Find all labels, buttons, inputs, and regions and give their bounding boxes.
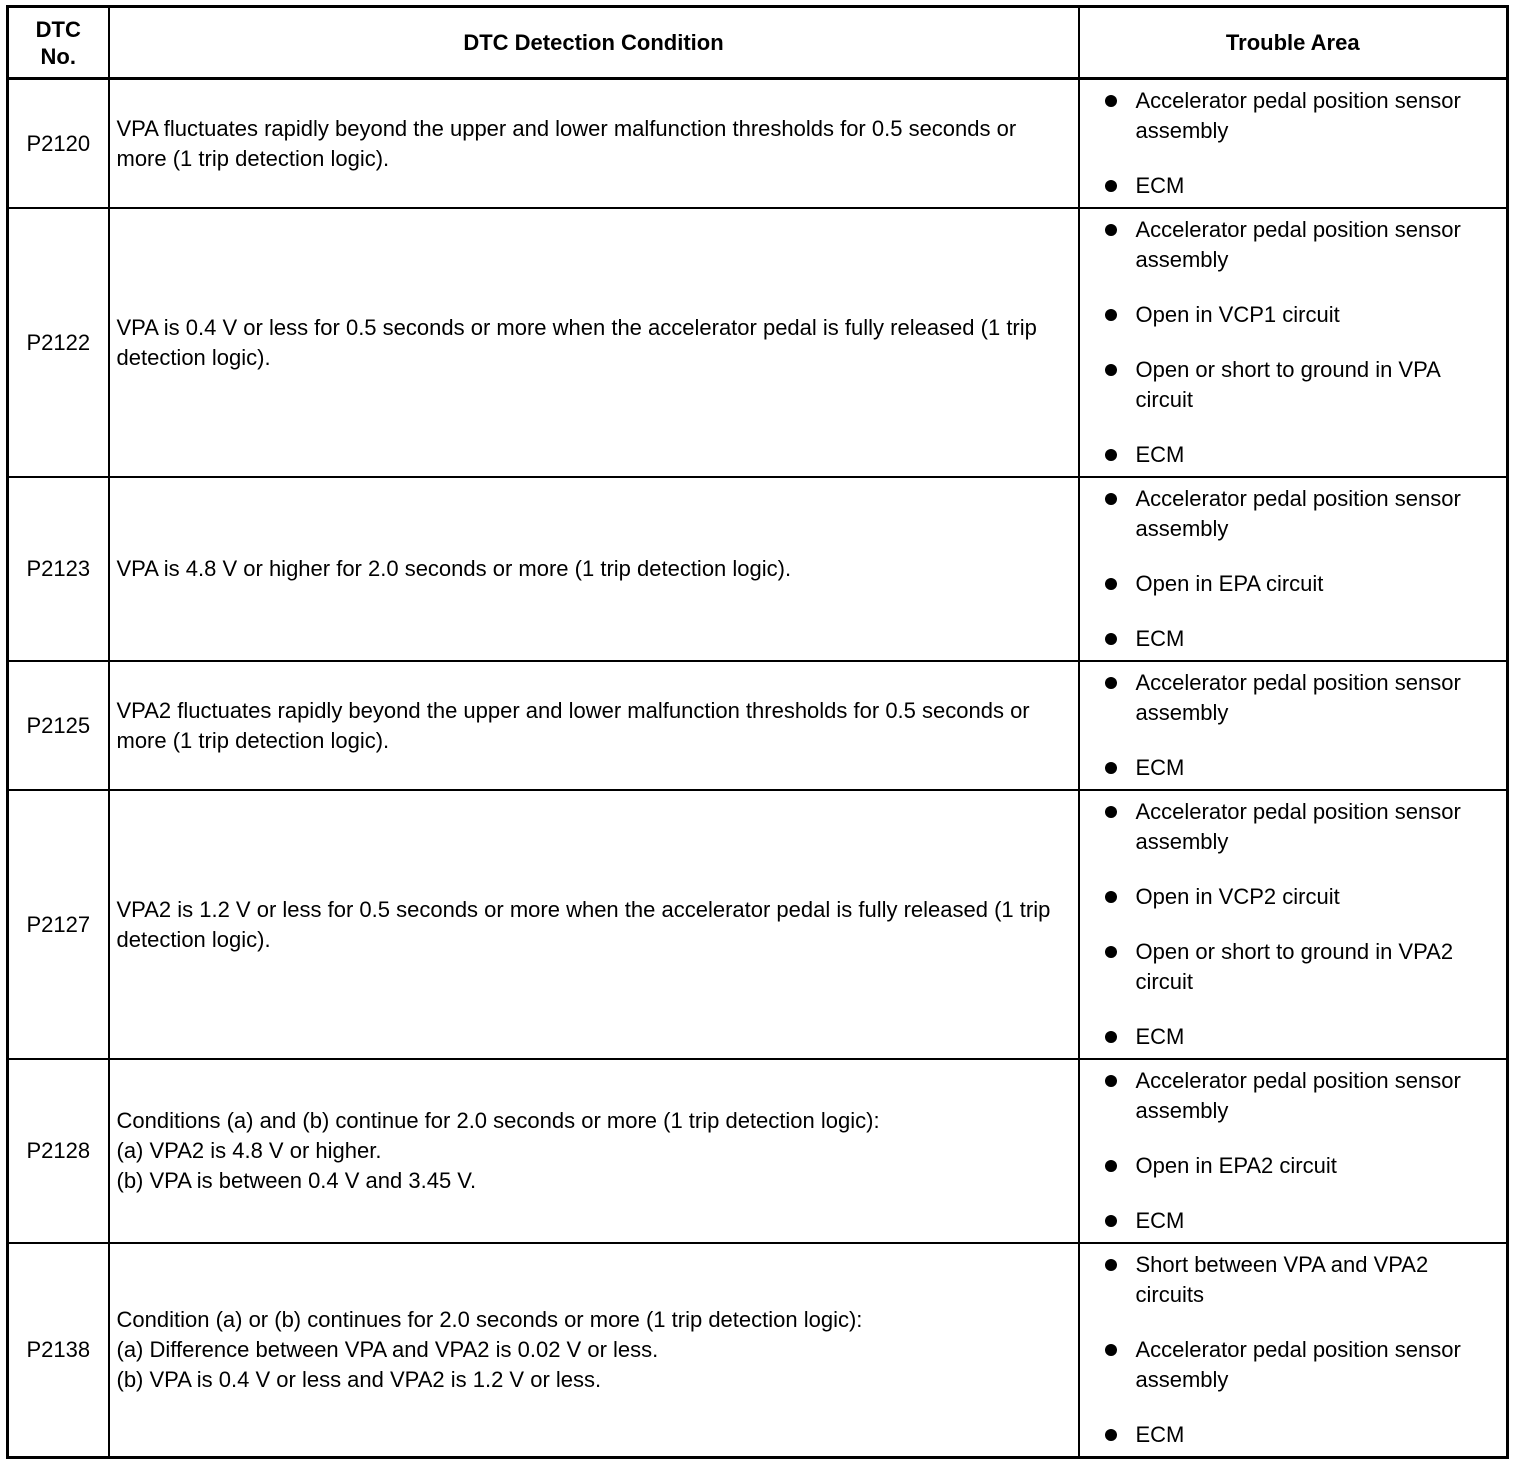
- list-item: [1080, 937, 1503, 997]
- trouble-area-list: [1080, 1066, 1503, 1236]
- bullet-icon: [1105, 309, 1117, 321]
- table-row: [8, 661, 1508, 790]
- condition-line: VPA2 is 1.2 V or less for 0.5 seconds or more when the accelerator pedal is fully released (1 trip detection logic).: [116, 896, 1051, 952]
- bullet-icon: [1105, 946, 1117, 958]
- list-item: [1080, 1206, 1503, 1236]
- table-row: [8, 477, 1508, 661]
- trouble-area: [1079, 79, 1508, 209]
- bullet-icon: [1105, 578, 1117, 590]
- trouble-area-item: Accelerator pedal position sensor assembly: [1135, 670, 1461, 725]
- trouble-area: [1079, 1243, 1508, 1458]
- bullet-icon: [1105, 1031, 1117, 1043]
- condition-line: (b) VPA is 0.4 V or less and VPA2 is 1.2 V or less.: [116, 1367, 602, 1392]
- trouble-area-item: ECM: [1135, 1422, 1185, 1447]
- trouble-area-item: Open or short to ground in VPA circuit: [1135, 357, 1440, 412]
- list-item: [1080, 1022, 1503, 1052]
- list-item: [1080, 882, 1503, 912]
- dtc-code: P2138: [8, 1243, 109, 1458]
- trouble-area-list: [1080, 797, 1503, 1052]
- trouble-area-item: Short between VPA and VPA2 circuits: [1135, 1252, 1429, 1307]
- detection-condition: [109, 790, 1079, 1059]
- condition-line: (a) Difference between VPA and VPA2 is 0.02 V or less.: [116, 1337, 659, 1362]
- trouble-area-item: ECM: [1135, 442, 1185, 467]
- header-dtc-no: DTC No.: [8, 7, 109, 79]
- detection-condition: [109, 1243, 1079, 1458]
- list-item: [1080, 484, 1503, 544]
- bullet-icon: [1105, 95, 1117, 107]
- trouble-area-item: ECM: [1135, 1208, 1185, 1233]
- header-row: [8, 7, 1508, 79]
- detection-condition: [109, 477, 1079, 661]
- bullet-icon: [1105, 677, 1117, 689]
- list-item: [1080, 86, 1503, 146]
- dtc-code: P2122: [8, 208, 109, 477]
- bullet-icon: [1105, 449, 1117, 461]
- list-item: [1080, 1420, 1503, 1450]
- trouble-area-item: Open or short to ground in VPA2 circuit: [1135, 939, 1454, 994]
- trouble-area-list: [1080, 215, 1503, 470]
- trouble-area-list: [1080, 86, 1503, 201]
- table-row: [8, 79, 1508, 209]
- detection-condition: [109, 661, 1079, 790]
- bullet-icon: [1105, 891, 1117, 903]
- trouble-area-item: Accelerator pedal position sensor assembly: [1135, 799, 1461, 854]
- list-item: [1080, 1250, 1503, 1310]
- list-item: [1080, 797, 1503, 857]
- trouble-area: [1079, 208, 1508, 477]
- trouble-area-item: ECM: [1135, 173, 1185, 198]
- list-item: [1080, 215, 1503, 275]
- trouble-area-item: Open in VCP1 circuit: [1135, 302, 1340, 327]
- list-item: [1080, 569, 1503, 599]
- trouble-area-item: Accelerator pedal position sensor assembly: [1135, 1337, 1461, 1392]
- trouble-area: [1079, 661, 1508, 790]
- bullet-icon: [1105, 1215, 1117, 1227]
- bullet-icon: [1105, 1429, 1117, 1441]
- list-item: [1080, 300, 1503, 330]
- table-body: [8, 79, 1508, 1458]
- list-item: [1080, 1335, 1503, 1395]
- list-item: [1080, 1066, 1503, 1126]
- trouble-area-item: Accelerator pedal position sensor assembly: [1135, 88, 1461, 143]
- bullet-icon: [1105, 1160, 1117, 1172]
- bullet-icon: [1105, 1075, 1117, 1087]
- detection-condition: [109, 1059, 1079, 1243]
- dtc-code: P2120: [8, 79, 109, 209]
- trouble-area-item: Accelerator pedal position sensor assembly: [1135, 217, 1461, 272]
- list-item: [1080, 1151, 1503, 1181]
- detection-condition: [109, 79, 1079, 209]
- condition-line: Condition (a) or (b) continues for 2.0 seconds or more (1 trip detection logic):: [116, 1307, 863, 1332]
- trouble-area: [1079, 477, 1508, 661]
- dtc-code: P2123: [8, 477, 109, 661]
- bullet-icon: [1105, 762, 1117, 774]
- condition-line: Conditions (a) and (b) continue for 2.0 seconds or more (1 trip detection logic):: [116, 1108, 880, 1133]
- table-row: [8, 790, 1508, 1059]
- trouble-area-item: Open in VCP2 circuit: [1135, 884, 1340, 909]
- trouble-area: [1079, 790, 1508, 1059]
- condition-line: (b) VPA is between 0.4 V and 3.45 V.: [116, 1168, 477, 1193]
- table-row: [8, 208, 1508, 477]
- trouble-area-item: Open in EPA circuit: [1135, 571, 1324, 596]
- condition-line: VPA2 fluctuates rapidly beyond the upper and lower malfunction thresholds for 0.5 seconds or more (1 trip detection logic).: [116, 697, 1030, 753]
- header-detection-condition: DTC Detection Condition: [109, 7, 1079, 79]
- dtc-code: P2127: [8, 790, 109, 1059]
- list-item: [1080, 171, 1503, 201]
- bullet-icon: [1105, 180, 1117, 192]
- bullet-icon: [1105, 1344, 1117, 1356]
- table-row: [8, 1243, 1508, 1458]
- dtc-table: [6, 5, 1509, 1459]
- list-item: [1080, 668, 1503, 728]
- dtc-code: P2128: [8, 1059, 109, 1243]
- condition-line: (a) VPA2 is 4.8 V or higher.: [116, 1138, 382, 1163]
- dtc-code: P2125: [8, 661, 109, 790]
- trouble-area-list: [1080, 1250, 1503, 1450]
- list-item: [1080, 624, 1503, 654]
- trouble-area-list: [1080, 484, 1503, 654]
- bullet-icon: [1105, 364, 1117, 376]
- trouble-area-item: Open in EPA2 circuit: [1135, 1153, 1337, 1178]
- condition-line: VPA is 0.4 V or less for 0.5 seconds or more when the accelerator pedal is fully released (1 trip detection logic).: [116, 314, 1037, 370]
- trouble-area: [1079, 1059, 1508, 1243]
- trouble-area-item: Accelerator pedal position sensor assembly: [1135, 1068, 1461, 1123]
- trouble-area-list: [1080, 668, 1503, 783]
- trouble-area-item: Accelerator pedal position sensor assembly: [1135, 486, 1461, 541]
- bullet-icon: [1105, 493, 1117, 505]
- bullet-icon: [1105, 1259, 1117, 1271]
- condition-line: VPA fluctuates rapidly beyond the upper and lower malfunction thresholds for 0.5 seconds or more (1 trip detection logic).: [116, 115, 1017, 171]
- condition-line: VPA is 4.8 V or higher for 2.0 seconds or more (1 trip detection logic).: [116, 556, 792, 581]
- table-row: [8, 1059, 1508, 1243]
- header-trouble-area: Trouble Area: [1079, 7, 1508, 79]
- bullet-icon: [1105, 224, 1117, 236]
- bullet-icon: [1105, 806, 1117, 818]
- detection-condition: [109, 208, 1079, 477]
- list-item: [1080, 753, 1503, 783]
- list-item: [1080, 355, 1503, 415]
- trouble-area-item: ECM: [1135, 626, 1185, 651]
- trouble-area-item: ECM: [1135, 755, 1185, 780]
- bullet-icon: [1105, 633, 1117, 645]
- trouble-area-item: ECM: [1135, 1024, 1185, 1049]
- list-item: [1080, 440, 1503, 470]
